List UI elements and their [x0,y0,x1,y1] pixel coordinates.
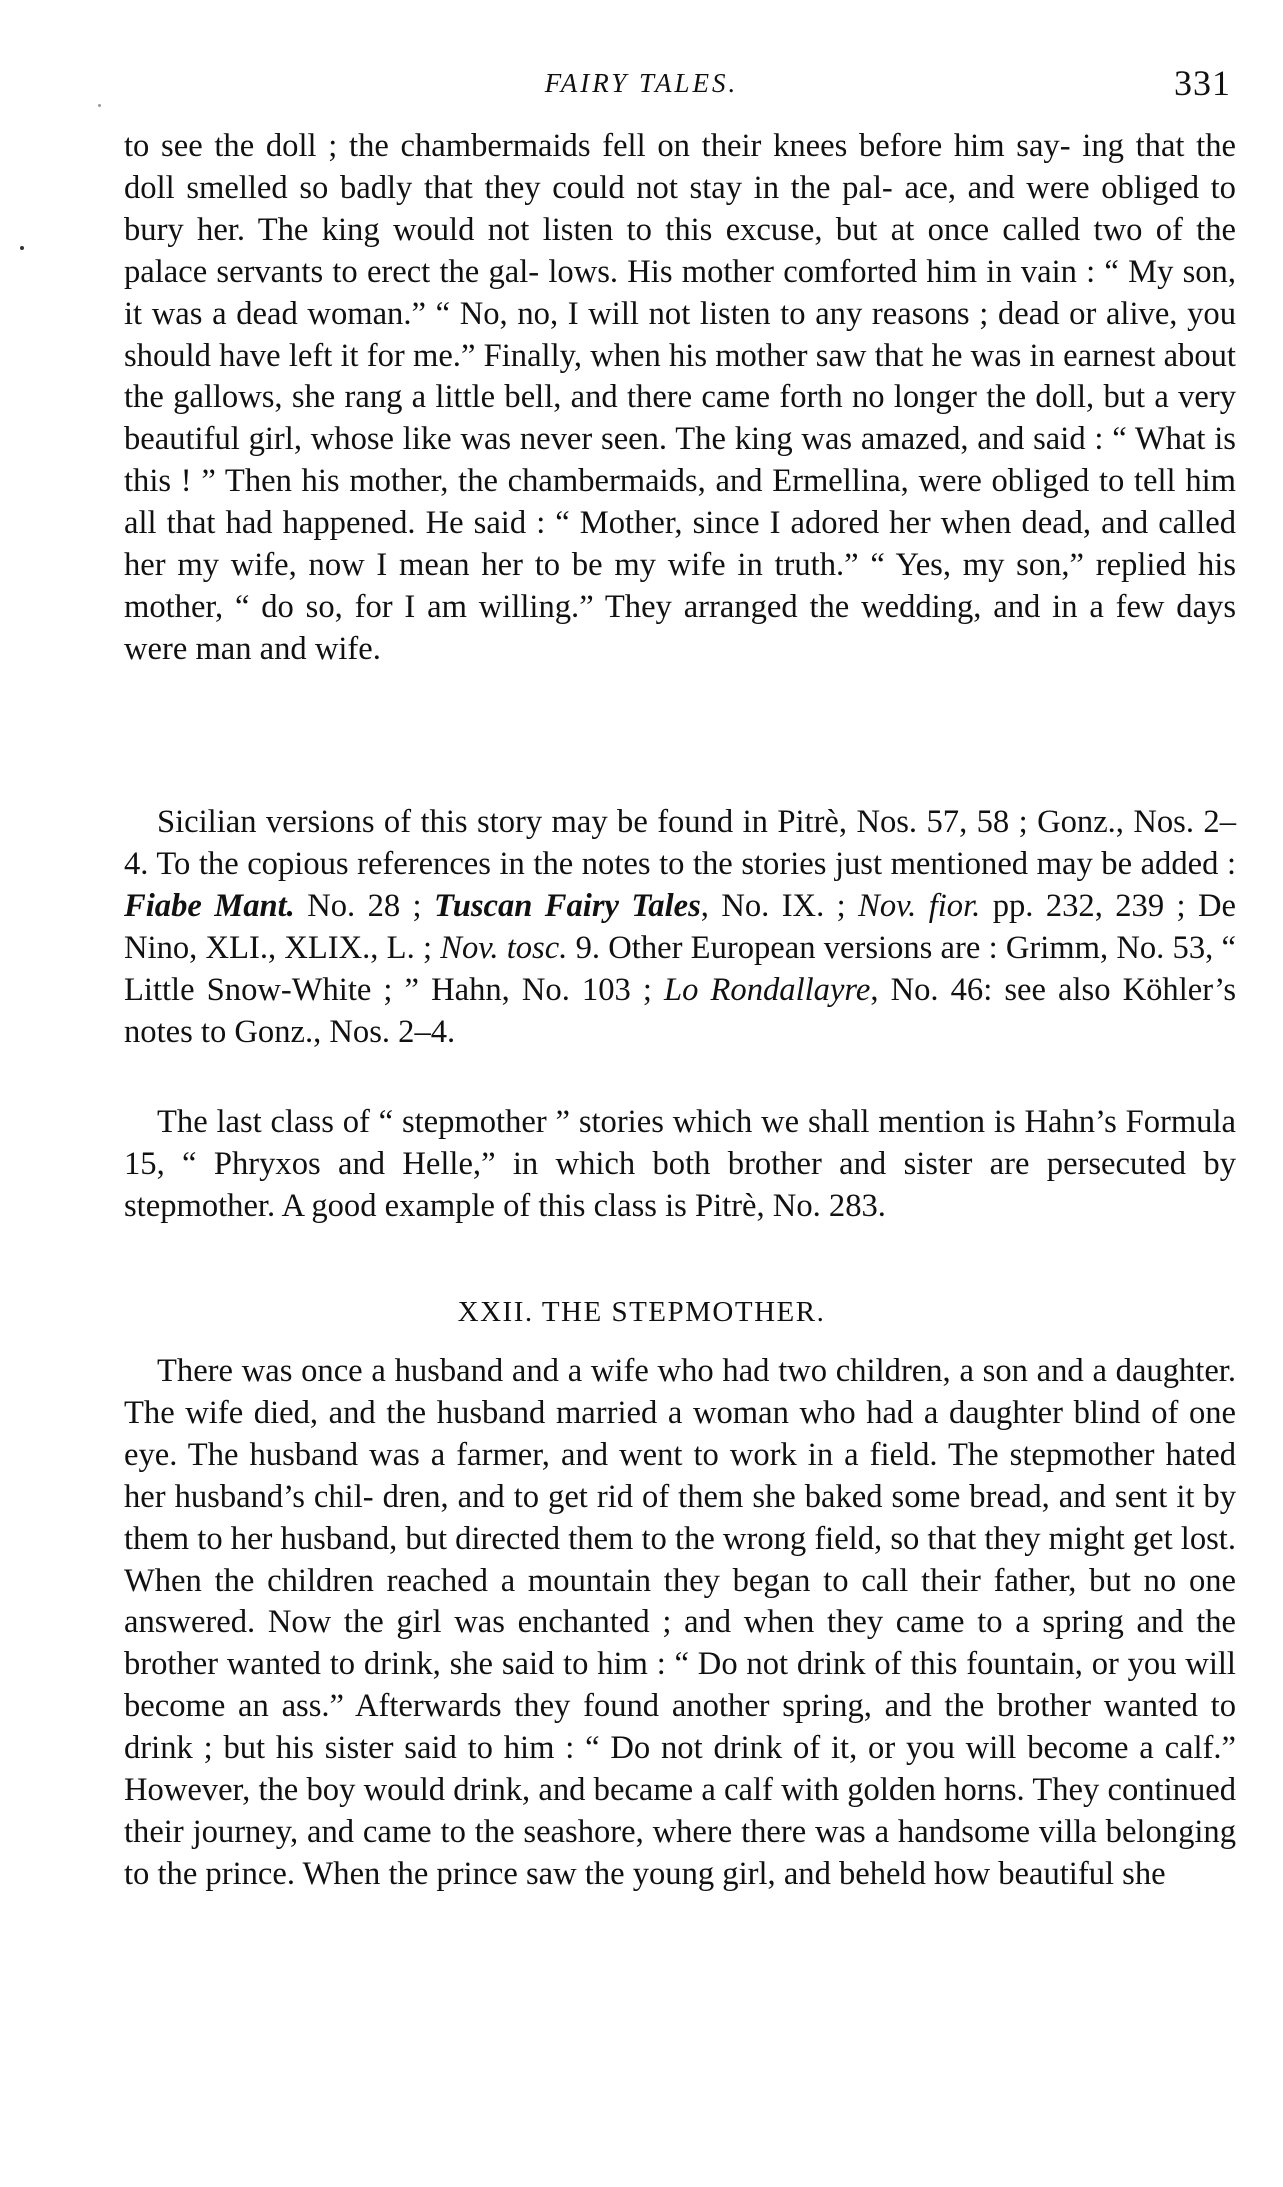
text-line: who had a daughter blind of one eye. The husband was a farmer, and [124,1394,1237,1473]
text-line: call their father, but no one answered. Now the girl was enchanted ; [124,1562,1236,1641]
chapter-heading: XXII. THE STEPMOTHER. [457,1296,826,1328]
text-line: dren, and to get rid of them she baked some bread, and sent it by them [124,1478,1237,1557]
text-line: become a calf.” However, the boy would drink, and became a calf [124,1730,1236,1809]
text-segment: , No. IX. ; [700,887,859,924]
paragraph [124,126,1236,671]
text-line: Pitrè, No. 283. [694,1187,886,1224]
stepmother-story-paragraph [124,1351,1236,1896]
text-line: ing that the doll smelled so badly that they could not stay in the pal- [124,128,1236,206]
notes-paragraph [124,802,1236,1053]
text-line: to see the doll ; the chambermaids fell on their knees before him say- [124,128,1071,164]
text-segment: Köhler’s notes to Gonz., Nos. 2–4. [124,971,1236,1050]
text-line: mother, the chambermaids, and Ermellina, were obliged to tell him all [124,463,1236,542]
text-line: woman.” “ No, no, I will not listen to any reasons ; dead or alive, [307,295,1178,332]
text-line: seen. The king was amazed, and said : “ What is this ! ” Then his [124,421,1236,500]
text-line: sister are persecuted by stepmother. A good example of this class is [124,1145,1236,1224]
text-segment: Gonz., Nos. 2–4. To the copious references in the notes to the stories [124,804,1236,882]
text-line: said to him : “ Do not drink of this fountain, or you will become an [124,1646,1236,1725]
text-line: ass.” Afterwards they found another spring, and the brother wanted [281,1688,1198,1725]
citation-title: Nov. fior. [858,887,981,924]
text-line: you should have left it for me.” Finally, when his mother saw that he [124,295,1236,374]
text-segment: pp. 232, 239 ; De Nino, XLI., XLIX., L. ; [124,887,1236,966]
text-segment: 9. Other European versions are : Grimm, No. 53, “ Little [124,929,1236,1008]
text-line: to her husband, but directed them to the wrong field, so that they [197,1520,1041,1557]
text-segment: just mentioned may be added : [834,845,1236,882]
text-segment: , No. 46: see also [870,971,1111,1008]
paragraph [124,1351,1236,1896]
text-segment: Sicilian versions of this story may be found in Pitrè, Nos. 57, 58 ; [157,804,1028,840]
text-line: and when they came to a spring and the brother wanted to drink, she [124,1604,1236,1683]
text-line: arranged the wedding, and in a few days were man and wife. [124,588,1236,667]
paragraph [124,1102,1236,1228]
text-line: forth no longer the doll, but a very beautiful girl, whose like was never [124,379,1236,458]
text-line: ace, and were obliged to bury her. The king would not listen to this [124,169,1236,248]
text-line: “ Yes, my son,” replied his mother, “ do so, for I am willing.” They [124,547,1237,625]
text-line: to drink ; but his sister said to him : “ Do not drink of it, or you will [124,1688,1236,1767]
text-line: seashore, where there was a handsome villa belonging to the prince. [124,1813,1236,1892]
text-line: When the prince saw the young girl, and beheld how beautiful she [302,1855,1166,1892]
story-conclusion-paragraph [124,126,1236,671]
text-segment: No. 28 ; [294,887,435,924]
text-line: lows. His mother comforted him in vain : “ My son, it was a dead [124,253,1236,332]
text-line: was in earnest about the gallows, she rang a little bell, and there came [124,337,1236,416]
text-line: might get lost. When the children reached a mountain they began to [124,1520,1236,1599]
text-line: The last class of “ stepmother ” stories which we shall mention is [157,1104,1016,1140]
text-line: There was once a husband and a wife who had two children, a son [157,1353,1028,1389]
text-line: went to work in a field. The stepmother hated her husband’s chil- [124,1436,1236,1515]
text-segment: Snow-White ; ” Hahn, No. 103 ; [206,971,665,1008]
text-line: Hahn’s Formula 15, “ Phryxos and Helle,” in which both brother and [124,1104,1236,1182]
citation-title: Nov. tosc. [440,929,568,966]
running-head [0,62,1283,112]
stepmother-class-paragraph [124,1102,1236,1228]
paragraph [124,802,1236,1053]
page-number: 331 [1174,63,1231,103]
citation-title: Tuscan Fairy Tales [434,887,701,924]
running-title: FAIRY TALES. [544,68,739,98]
citation-title: Lo Rondallayre [664,971,871,1008]
citation-title: Fiabe Mant. [124,887,295,924]
paper-speck [20,246,24,250]
text-line: and a daughter. The wife died, and the husband married a woman [124,1353,1236,1431]
text-line: dead, and called her my wife, now I mean her to be my wife in truth.” [124,505,1236,584]
text-line: that had happened. He said : “ Mother, since I adored her when [166,505,1012,542]
text-line: excuse, but at once called two of the palace servants to erect the gal- [124,211,1236,290]
paper-speck [98,104,101,107]
text-line: with golden horns. They continued their journey, and came to the [124,1772,1236,1850]
